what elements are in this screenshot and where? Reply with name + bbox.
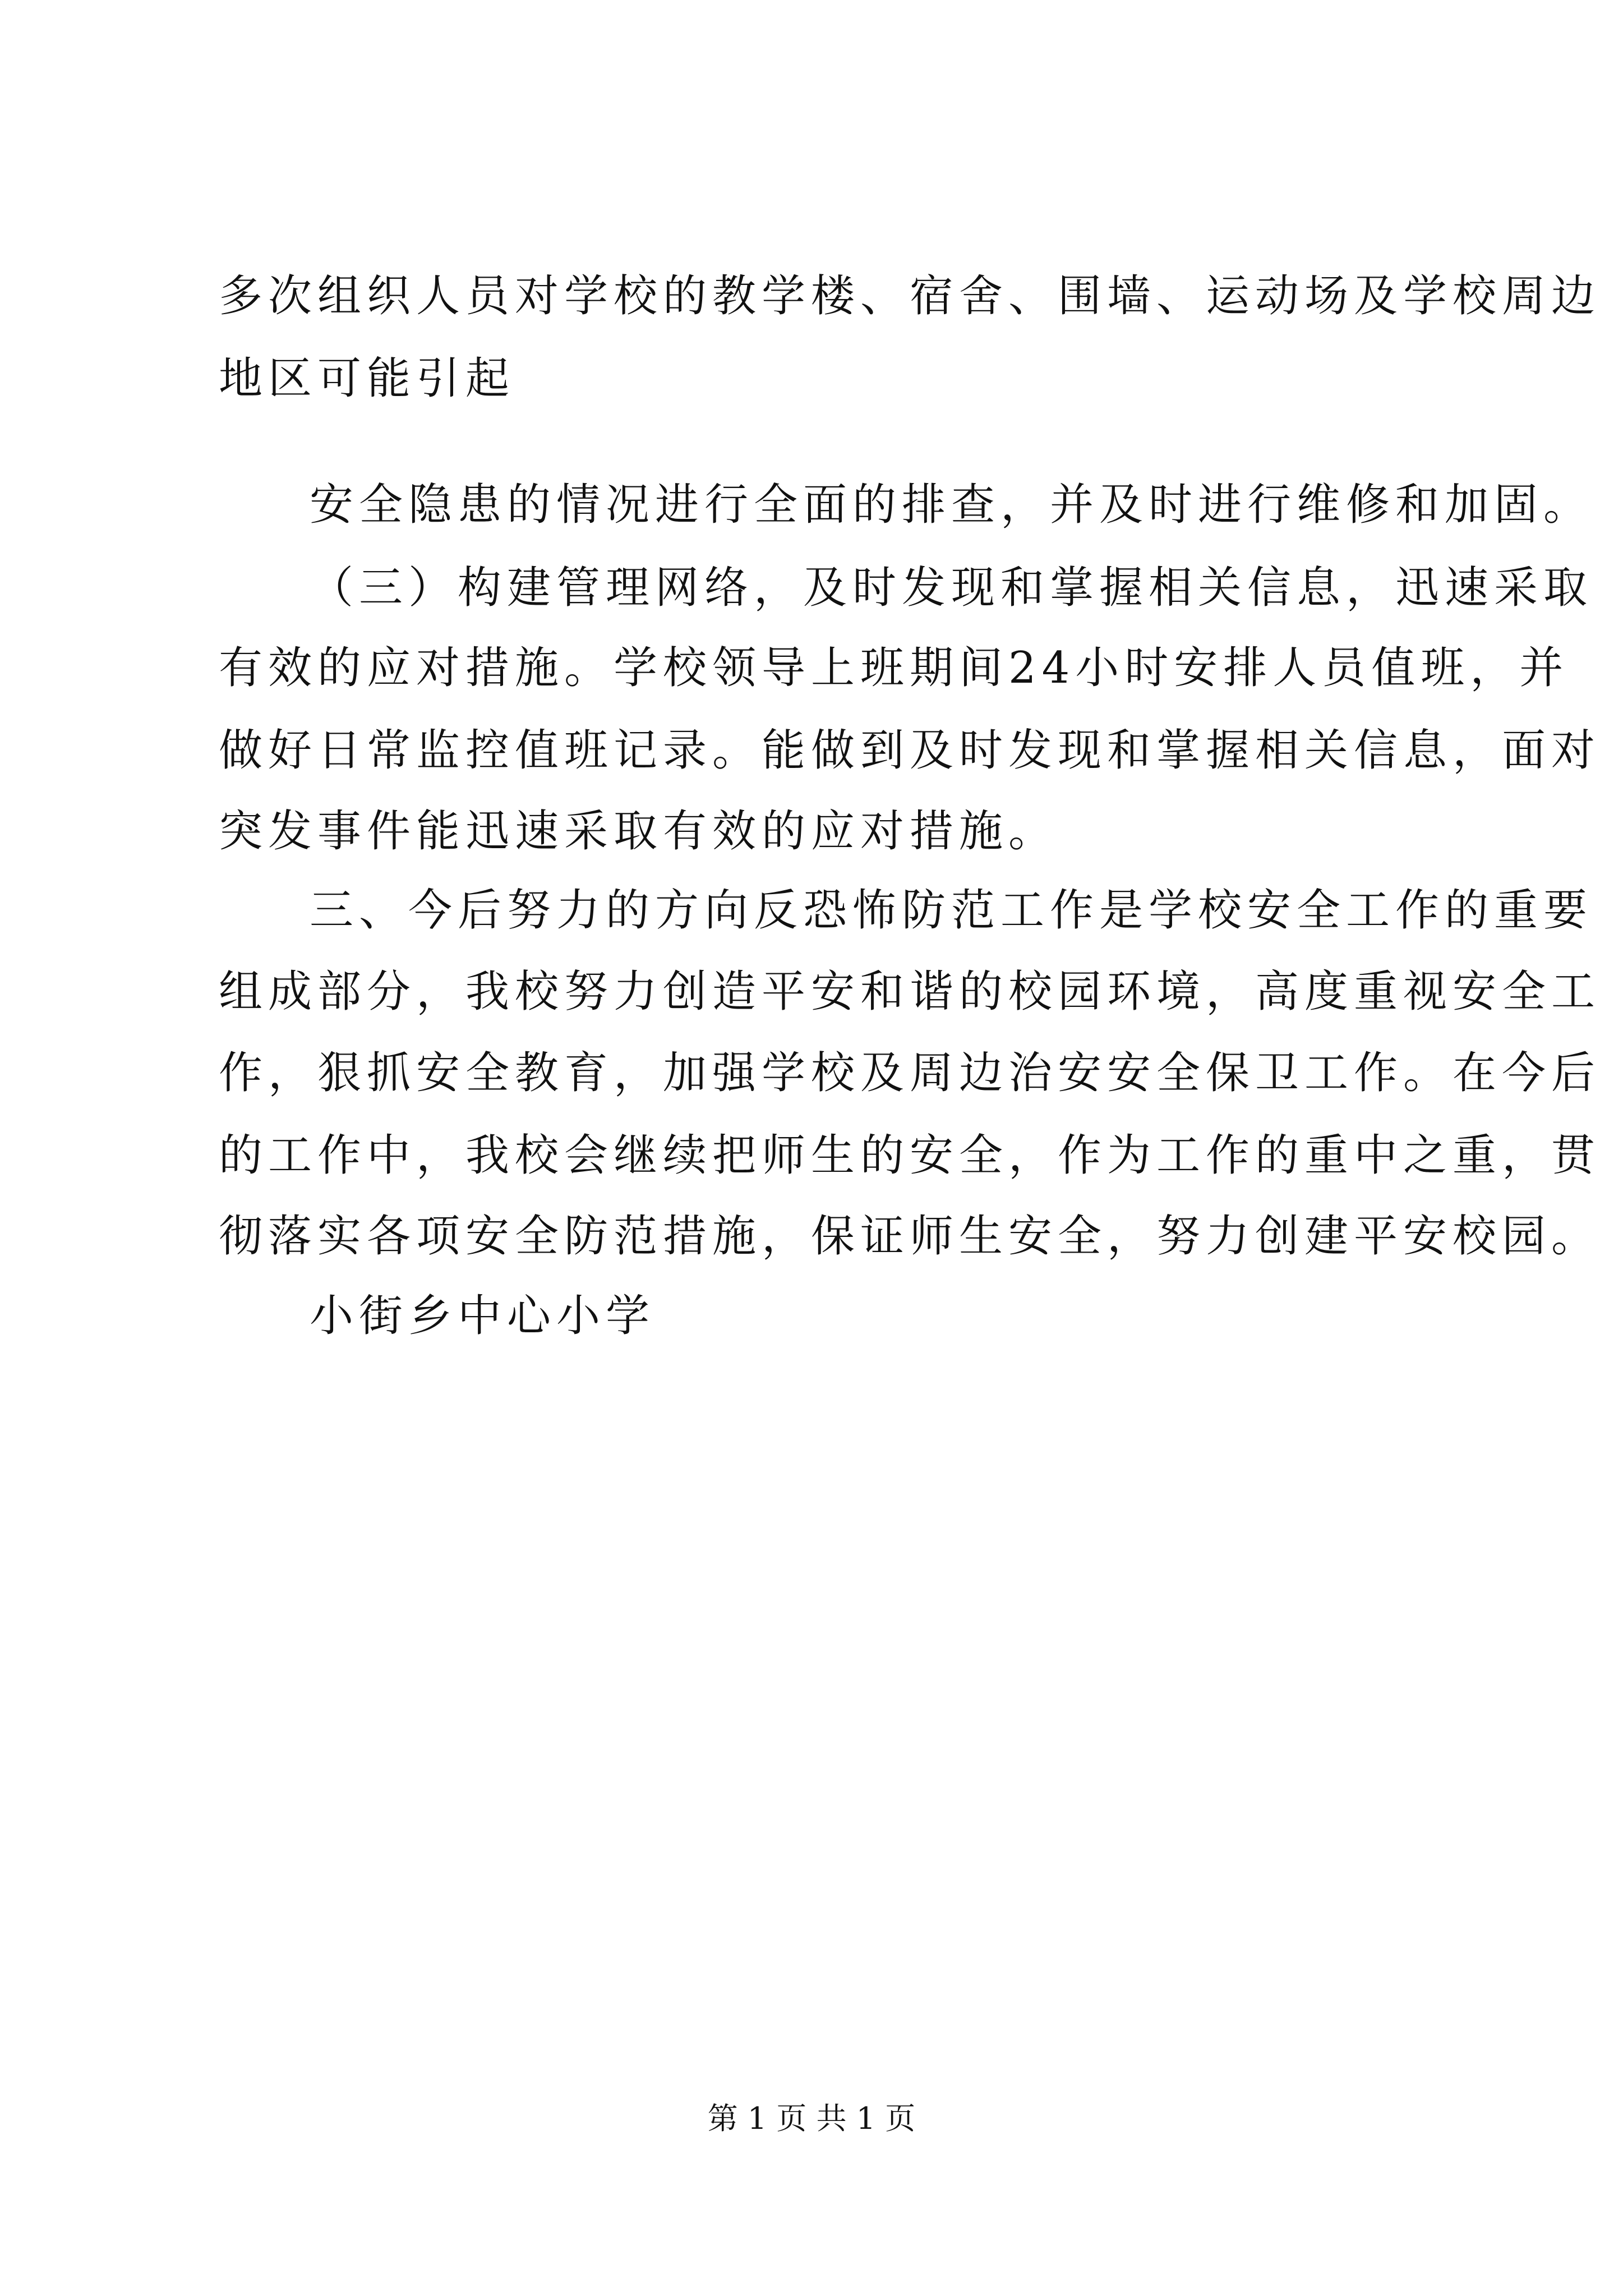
text-line: 多次组织人员对学校的教学楼、宿舍、围墙、运动场及学校周边: [219, 271, 1601, 321]
text-line: 三、今后努力的方向反恐怖防范工作是学校安全工作的重要: [310, 885, 1593, 936]
text-line: 突发事件能迅速采取有效的应对措施。: [219, 806, 1058, 857]
text-line: 地区可能引起: [219, 353, 515, 404]
text-line: 的工作中，我校会继续把师生的安全，作为工作的重中之重，贯: [219, 1130, 1601, 1181]
text-line: 组成部分，我校努力创造平安和谐的校园环境，高度重视安全工: [219, 967, 1601, 1017]
text-line: 有效的应对措施。学校领导上班期间24小时安排人员值班，并: [219, 643, 1569, 693]
signature-line: 小街乡中心小学: [310, 1291, 656, 1341]
text-line: 做好日常监控值班记录。能做到及时发现和掌握相关信息，面对: [219, 725, 1601, 776]
text-line: （三）构建管理网络，及时发现和掌握相关信息，迅速采取: [310, 563, 1593, 613]
text-line: 彻落实各项安全防范措施，保证师生安全，努力创建平安校园。: [219, 1211, 1601, 1262]
text-line: 作，狠抓安全教育，加强学校及周边治安安全保卫工作。在今后: [219, 1048, 1601, 1098]
page-footer: 第 1 页 共 1 页: [707, 2101, 916, 2136]
text-line: 安全隐患的情况进行全面的排查，并及时进行维修和加固。: [310, 480, 1593, 530]
